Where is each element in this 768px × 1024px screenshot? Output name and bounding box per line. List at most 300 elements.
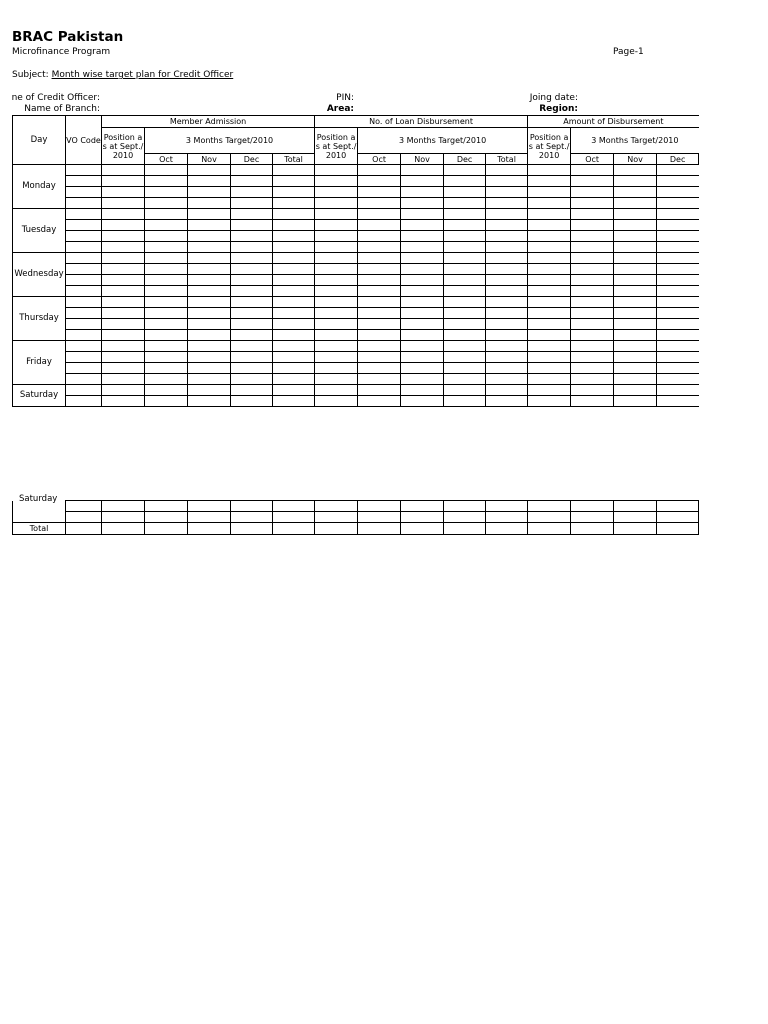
table-cell [315,363,358,374]
table-cell [273,512,315,523]
table-cell [358,231,401,242]
table-cell [102,352,145,363]
table-cell [444,209,486,220]
table-cell [188,352,231,363]
table-cell [66,286,102,297]
table-cell [358,176,401,187]
table-cell [358,187,401,198]
table-cell [528,275,571,286]
month-header: Nov [188,154,231,165]
table-cell [231,341,273,352]
table-cell [571,385,614,396]
table-cell [657,385,699,396]
table-cell [486,363,528,374]
table-cell [102,523,145,535]
table-cell [273,319,315,330]
table-cell [273,176,315,187]
table-cell [571,176,614,187]
table-cell [444,501,486,512]
table-cell [571,341,614,352]
table-cell [528,352,571,363]
table-cell [188,275,231,286]
table-row [13,352,699,363]
table-cell [231,198,273,209]
table-cell [444,330,486,341]
table-cell [145,308,188,319]
table-cell [188,242,231,253]
table-cell [273,374,315,385]
member-admission-header: Member Admission [102,116,315,128]
table-cell [486,352,528,363]
table-cell [571,209,614,220]
table-cell [528,176,571,187]
table-cell [401,308,444,319]
table-cell [401,330,444,341]
total-row-label: Total [13,523,66,535]
table-row [13,165,699,176]
table-cell [571,165,614,176]
table-cell [66,209,102,220]
table-cell [486,341,528,352]
table-cell [315,512,358,523]
table-cell [145,198,188,209]
table-cell [188,523,231,535]
table-cell [657,176,699,187]
table-cell [358,297,401,308]
month-header: Oct [358,154,401,165]
table-cell [614,319,657,330]
table-row [13,231,699,242]
table-cell [66,198,102,209]
table-cell [614,352,657,363]
table-cell [102,176,145,187]
page-number: Page-1 [613,47,644,57]
table-cell [102,209,145,220]
table-cell [102,242,145,253]
subject-label: Subject: [12,70,49,80]
table-cell [315,198,358,209]
table-row [13,341,699,352]
day-column-header: Day [13,116,66,165]
table-cell [145,231,188,242]
table-cell [528,231,571,242]
day-label: Friday [13,341,66,385]
table-cell [657,523,699,535]
area-label: Area: [326,104,354,114]
table-cell [66,385,102,396]
table-cell [66,341,102,352]
table-cell [528,308,571,319]
table-cell [486,209,528,220]
table-cell [444,176,486,187]
table-cell [528,512,571,523]
table-cell [614,308,657,319]
amount-position-header: Position as at Sept./2010 [528,128,571,165]
table-cell [486,286,528,297]
table-cell [188,165,231,176]
table-cell [315,297,358,308]
table-cell [614,330,657,341]
table-cell [401,363,444,374]
table-cell [486,264,528,275]
table-cell [528,187,571,198]
table-cell [657,165,699,176]
day-label: Tuesday [13,209,66,253]
table-cell [66,396,102,407]
table-cell [102,319,145,330]
table-cell [102,264,145,275]
table-cell [315,165,358,176]
table-cell [528,374,571,385]
table-cell [401,352,444,363]
table-cell [231,374,273,385]
table-cell [145,165,188,176]
month-header: Oct [571,154,614,165]
table-cell [102,231,145,242]
table-row [13,264,699,275]
table-cell [315,501,358,512]
table-cell [273,385,315,396]
table-cell [444,341,486,352]
table-cell [657,374,699,385]
table-cell [66,363,102,374]
table-cell [444,352,486,363]
table-cell [315,187,358,198]
table-cell [571,187,614,198]
table-cell [231,330,273,341]
table-cell [188,286,231,297]
table-cell [315,209,358,220]
table-cell [401,374,444,385]
table-cell [188,319,231,330]
table-cell [614,209,657,220]
table-cell [315,242,358,253]
table-row [13,385,699,396]
day-label: Thursday [13,297,66,341]
table-cell [486,308,528,319]
table-cell [486,231,528,242]
table-cell [188,297,231,308]
table-cell [102,286,145,297]
table-row [13,242,699,253]
table-cell [315,341,358,352]
table-cell [614,286,657,297]
table-cell [486,297,528,308]
table-cell [444,396,486,407]
pin-label: PIN: [336,93,354,103]
table-cell [486,253,528,264]
branch-label: Name of Branch: [24,104,100,114]
table-cell [528,319,571,330]
table-cell [614,198,657,209]
table-cell [273,297,315,308]
table-cell [231,209,273,220]
table-cell [231,264,273,275]
month-header: Dec [657,154,699,165]
table-cell [444,165,486,176]
table-cell [102,501,145,512]
table-cell [444,512,486,523]
table-cell [401,341,444,352]
table-cell [188,396,231,407]
table-cell [273,220,315,231]
table-cell [444,187,486,198]
table-cell [358,165,401,176]
table-cell [231,501,273,512]
table-cell [273,275,315,286]
table-row [13,396,699,407]
table-cell [66,264,102,275]
table-cell [273,198,315,209]
table-cell [444,523,486,535]
table-cell [145,286,188,297]
subject-text: Month wise target plan for Credit Officer [51,70,234,80]
table-cell [571,512,614,523]
table-cell [444,385,486,396]
table-cell [571,374,614,385]
table-cell [315,319,358,330]
table-cell [571,308,614,319]
table-cell [657,286,699,297]
table-cell [66,297,102,308]
table-cell [444,253,486,264]
table-cell [145,176,188,187]
table-cell [444,363,486,374]
table-cell [657,209,699,220]
table-cell [486,501,528,512]
table-cell [444,198,486,209]
table-cell [571,501,614,512]
program-name: Microfinance Program [12,47,111,57]
month-header: Nov [401,154,444,165]
table-cell [358,374,401,385]
loan-disbursement-header: No. of Loan Disbursement [315,116,528,128]
table-cell [188,512,231,523]
table-cell [486,330,528,341]
table-cell [657,187,699,198]
table-cell [231,242,273,253]
table-cell [358,352,401,363]
table-cell [358,209,401,220]
table-cell [614,341,657,352]
table-cell [528,209,571,220]
table-cell [571,363,614,374]
table-cell [145,363,188,374]
table-cell [231,231,273,242]
table-cell [188,209,231,220]
table-cell [102,512,145,523]
table-cell [657,512,699,523]
table-cell [315,374,358,385]
table-cell [444,297,486,308]
table-cell [486,198,528,209]
table-cell [273,363,315,374]
subject-line [12,70,233,80]
table-cell [315,253,358,264]
table-cell [102,187,145,198]
table-cell [145,330,188,341]
table-cell [188,341,231,352]
table-cell [66,187,102,198]
month-header: Dec [444,154,486,165]
table-cell [273,352,315,363]
table-cell [486,512,528,523]
table-cell [273,187,315,198]
table-cell [358,341,401,352]
table-cell [528,165,571,176]
table-cell [145,385,188,396]
table-cell [614,220,657,231]
table-cell [614,385,657,396]
table-cell [444,231,486,242]
table-row [13,319,699,330]
table-cell [273,209,315,220]
table-cell [315,264,358,275]
org-name: BRAC Pakistan [12,29,124,45]
table-cell [401,165,444,176]
table-cell [571,319,614,330]
table-cell [358,220,401,231]
table-cell [657,242,699,253]
table-cell [571,220,614,231]
table-cell [486,385,528,396]
table-cell [571,396,614,407]
table-cell [231,187,273,198]
table-cell [614,253,657,264]
table-row [13,275,699,286]
day-label: Wednesday [13,253,66,297]
table-cell [273,341,315,352]
table-cell [273,286,315,297]
table-cell [145,319,188,330]
table-cell [401,385,444,396]
table-cell [231,253,273,264]
table-row [13,363,699,374]
table-cell [614,231,657,242]
table-cell [614,187,657,198]
table-cell [273,242,315,253]
table-cell [66,501,102,512]
table-cell [528,220,571,231]
month-header: Total [273,154,315,165]
table-cell [102,330,145,341]
table-cell [358,319,401,330]
table-cell [273,165,315,176]
table-cell [315,352,358,363]
table-cell [358,308,401,319]
table-cell [657,363,699,374]
continued-table [12,493,699,535]
table-cell [231,523,273,535]
table-cell [401,176,444,187]
table-row [13,374,699,385]
table-cell [273,523,315,535]
table-cell [528,363,571,374]
table-cell [66,308,102,319]
table-cell [444,275,486,286]
table-cell [273,501,315,512]
table-cell [571,275,614,286]
table-cell [145,187,188,198]
table-cell [66,352,102,363]
month-header: Oct [145,154,188,165]
table-cell [401,253,444,264]
table-row [13,176,699,187]
table-cell [571,286,614,297]
table-cell [315,523,358,535]
joining-date-label: Joing date: [529,93,578,103]
table-cell [614,264,657,275]
table-cell [145,253,188,264]
table-cell [273,264,315,275]
table-cell [401,242,444,253]
table-row [13,209,699,220]
table-cell [188,231,231,242]
table-cell [444,286,486,297]
table-cell [66,512,102,523]
table-cell [571,198,614,209]
table-row [13,297,699,308]
table-cell [188,308,231,319]
table-cell [66,220,102,231]
table-cell [273,396,315,407]
table-cell [231,396,273,407]
table-cell [571,242,614,253]
table-cell [231,352,273,363]
vo-code-column-header: VO Code [66,116,102,165]
region-label: Region: [539,104,578,114]
credit-officer-label: ne of Credit Officer: [11,93,100,103]
table-cell [657,297,699,308]
table-cell [273,308,315,319]
table-cell [571,330,614,341]
table-cell [528,286,571,297]
table-cell [66,330,102,341]
table-cell [188,187,231,198]
table-cell [315,308,358,319]
member-target-header: 3 Months Target/2010 [145,128,315,154]
table-cell [145,341,188,352]
table-cell [571,264,614,275]
table-cell [614,242,657,253]
table-cell [188,363,231,374]
table-cell [657,253,699,264]
table-cell [231,512,273,523]
table-cell [66,242,102,253]
month-header: Nov [614,154,657,165]
table-cell [315,286,358,297]
table-cell [657,275,699,286]
table-cell [401,319,444,330]
table-cell [401,220,444,231]
table-cell [315,176,358,187]
table-cell [571,352,614,363]
table-cell [231,308,273,319]
table-cell [358,523,401,535]
table-cell [315,220,358,231]
table-cell [188,264,231,275]
table-cell [358,286,401,297]
table-cell [66,165,102,176]
table-cell [401,231,444,242]
table-row [13,253,699,264]
table-cell [486,396,528,407]
table-cell [444,264,486,275]
table-cell [657,319,699,330]
table-cell [188,501,231,512]
table-cell [231,319,273,330]
table-cell [401,187,444,198]
